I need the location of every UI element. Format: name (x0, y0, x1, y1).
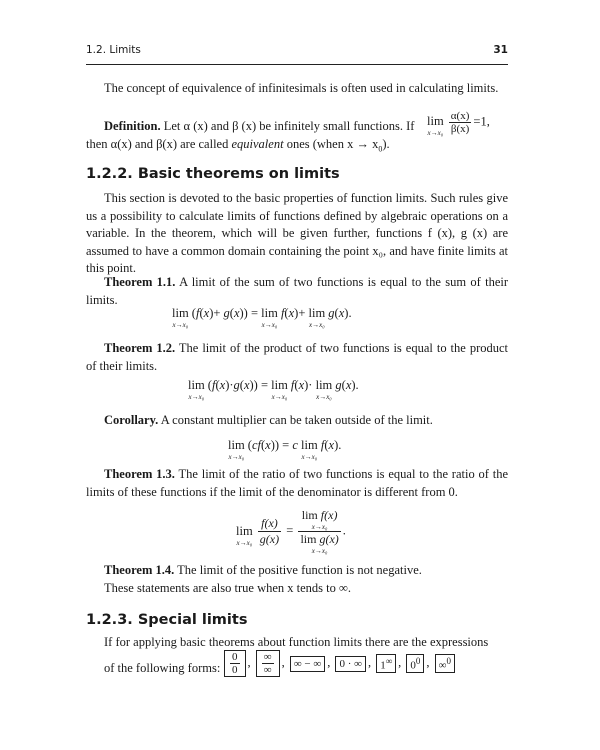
form-1-pow-inf: 1∞ (376, 654, 396, 674)
lim-operator: lim x→x₀ (427, 114, 444, 138)
form-inf-pow-0: ∞$^0$ (435, 654, 455, 674)
special-limits-line1: If for applying basic theorems about function limits there are the expressions (104, 635, 489, 649)
theorem-1-2: Theorem 1.2. The limit of the product of two functions is equal to the product of their limits. (86, 341, 509, 373)
header-rule (86, 64, 508, 65)
theorem-1-4: Theorem 1.4. The limit of the positive function is not negative. (104, 563, 422, 577)
section-heading-1-2-3: 1.2.3. Special limits (86, 612, 248, 628)
page-number: 31 (493, 44, 508, 56)
definition-label: Definition. (104, 119, 161, 133)
definition-limit: lim x→x₀ $\frac{\alpha(x)}{\beta(x)}$ =1, (427, 110, 490, 138)
form-0-times-inf: 0 · ∞ (335, 656, 366, 672)
section-title: 1.2. Limits (86, 44, 141, 56)
form-inf-over-inf: $\frac{\infty}{\infty}$ (256, 650, 280, 677)
definition-text-a: Let α (x) and β (x) be infinitely small functions. If (163, 119, 415, 133)
form-0-pow-0: $0^0$ (406, 654, 424, 674)
formula-theorem-1-3: lim x→x₀ $\frac{f(x)}{g(x)}$ = lim f(x) x→x₀ lim g(x) x→x₀ . (236, 508, 346, 555)
intro-paragraph: The concept of equivalence of infinitesimals is often used in calculating limits. (104, 81, 499, 95)
form-inf-minus-inf: ∞ − ∞ (290, 656, 325, 672)
formula-theorem-1-1: lim x→x₀ (f(x)+ g(x)) = lim x→x₀ f(x)+ lim x→x₀ g(x). (172, 306, 352, 329)
note-infinity: These statements are also true when x tends to ∞. (104, 581, 352, 595)
indeterminate-forms: $\frac{0}{0}$ , $\frac{\infty}{\infty}$ , ∞ − ∞ , 0 · ∞ , 1∞ , $0^0$ , ∞$^0$ (222, 650, 457, 677)
section-paragraph: This section is devoted to the basic properties of function limits. Such rules give us a possibility to calculate limits of functions defined by algebraic operations on a variable. In the theorem, which will be given further, functions f (x), g (x) are assumed to have a common domain containing the point x₀, and have finite limits at this point. (86, 191, 508, 275)
emphasis-equivalent: equivalent (231, 137, 284, 151)
section-heading-1-2-2: 1.2.2. Basic theorems on limits (86, 166, 340, 182)
definition-continuation: then α(x) and β(x) are called equivalent ones (when $x \to x_0$). (86, 137, 390, 154)
theorem-1-3: Theorem 1.3. The limit of the ratio of two functions is equal to the ratio of the limits of these functions if the limit of the denominator is different from 0. (86, 467, 508, 499)
formula-theorem-1-2: lim x→x₀ (f(x)·g(x)) = lim x→x₀ f(x)· lim x→x₀ g(x). (188, 378, 359, 401)
formula-corollary: lim x→x₀ (cf(x)) = c lim x→x₀ f(x). (228, 438, 342, 461)
fraction: $\frac{\alpha(x)}{\beta(x)}$ (450, 110, 470, 135)
form-0-over-0: $\frac{0}{0}$ (224, 650, 246, 677)
special-limits-line2: of the following forms: (104, 661, 221, 675)
corollary: Corollary. A constant multiplier can be taken outside of the limit. (104, 413, 433, 427)
theorem-1-1: Theorem 1.1. A limit of the sum of two functions is equal to the sum of their limits. (86, 275, 509, 307)
running-header (86, 44, 508, 62)
